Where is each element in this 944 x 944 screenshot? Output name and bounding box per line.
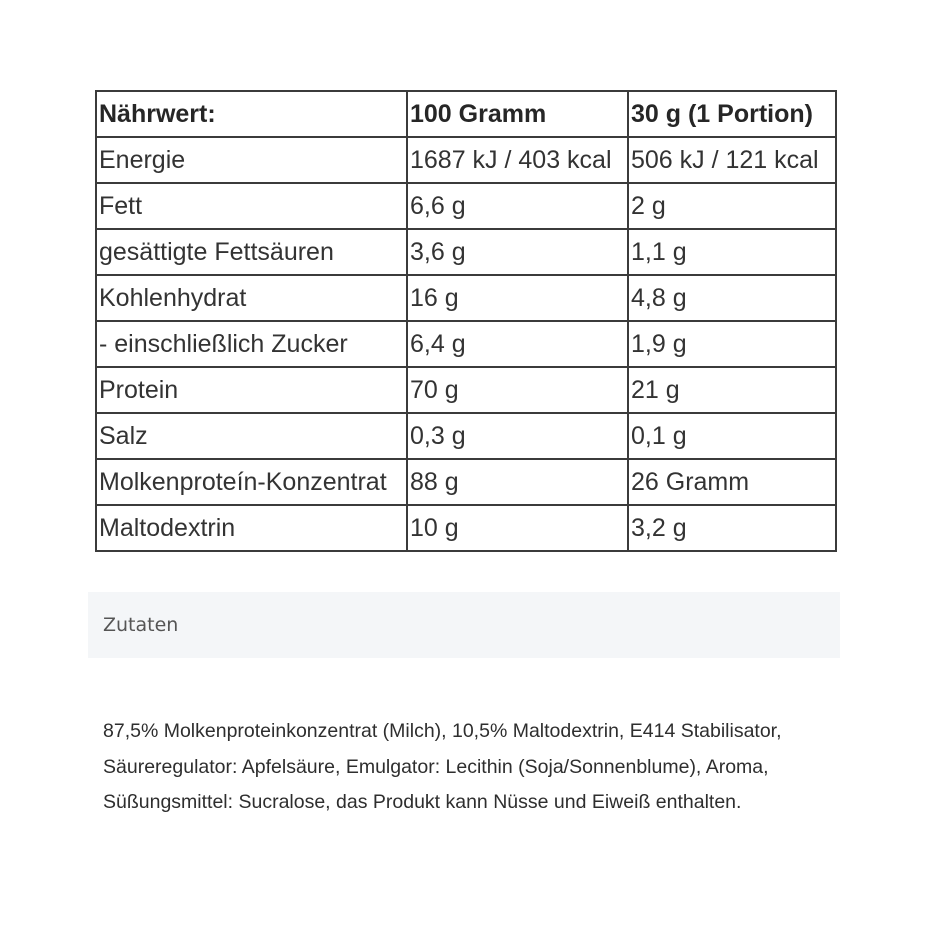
nutrition-table	[95, 90, 837, 552]
header-per-portion: 30 g (1 Portion)	[628, 91, 836, 137]
value-portion: 0,1 g	[628, 413, 836, 459]
table-row	[96, 137, 836, 183]
ingredients-title: Zutaten	[103, 614, 179, 636]
table-row	[96, 275, 836, 321]
table-header-row	[96, 91, 836, 137]
ingredients-line: 87,5% Molkenproteinkonzentrat (Milch), 10,5% Maltodextrin, E414 Stabilisator,	[103, 720, 782, 742]
value-100g: 6,4 g	[407, 321, 628, 367]
nutrient-name: Molkenproteín-Konzentrat	[96, 459, 407, 505]
value-portion: 506 kJ / 121 kcal	[628, 137, 836, 183]
nutrient-name: gesättigte Fettsäuren	[96, 229, 407, 275]
table-row	[96, 321, 836, 367]
ingredients-section-header[interactable]	[88, 592, 840, 658]
header-per-100g: 100 Gramm	[407, 91, 628, 137]
value-portion: 3,2 g	[628, 505, 836, 551]
value-100g: 10 g	[407, 505, 628, 551]
nutrient-name: Kohlenhydrat	[96, 275, 407, 321]
ingredients-text	[103, 714, 863, 821]
table-row	[96, 183, 836, 229]
value-portion: 1,1 g	[628, 229, 836, 275]
value-100g: 88 g	[407, 459, 628, 505]
value-100g: 16 g	[407, 275, 628, 321]
nutrient-name: Protein	[96, 367, 407, 413]
table-row	[96, 367, 836, 413]
table-row	[96, 413, 836, 459]
nutrient-name: Fett	[96, 183, 407, 229]
header-nutrient: Nährwert:	[96, 91, 407, 137]
ingredients-line: Säureregulator: Apfelsäure, Emulgator: Lecithin (Soja/Sonnenblume), Aroma,	[103, 755, 769, 778]
nutrient-name: Maltodextrin	[96, 505, 407, 551]
value-portion: 1,9 g	[628, 321, 836, 367]
value-100g: 3,6 g	[407, 229, 628, 275]
value-100g: 70 g	[407, 367, 628, 413]
value-100g: 6,6 g	[407, 183, 628, 229]
nutrient-name: Salz	[96, 413, 407, 459]
table-row	[96, 505, 836, 551]
ingredients-line: Süßungsmittel: Sucralose, das Produkt kann Nüsse und Eiweiß enthalten.	[103, 791, 742, 813]
table-row	[96, 229, 836, 275]
value-portion: 21 g	[628, 367, 836, 413]
nutrient-name: Energie	[96, 137, 407, 183]
value-100g: 1687 kJ / 403 kcal	[407, 137, 628, 183]
value-portion: 2 g	[628, 183, 836, 229]
nutrient-name: - einschließlich Zucker	[96, 321, 407, 367]
value-portion: 4,8 g	[628, 275, 836, 321]
value-portion: 26 Gramm	[628, 459, 836, 505]
value-100g: 0,3 g	[407, 413, 628, 459]
table-row	[96, 459, 836, 505]
